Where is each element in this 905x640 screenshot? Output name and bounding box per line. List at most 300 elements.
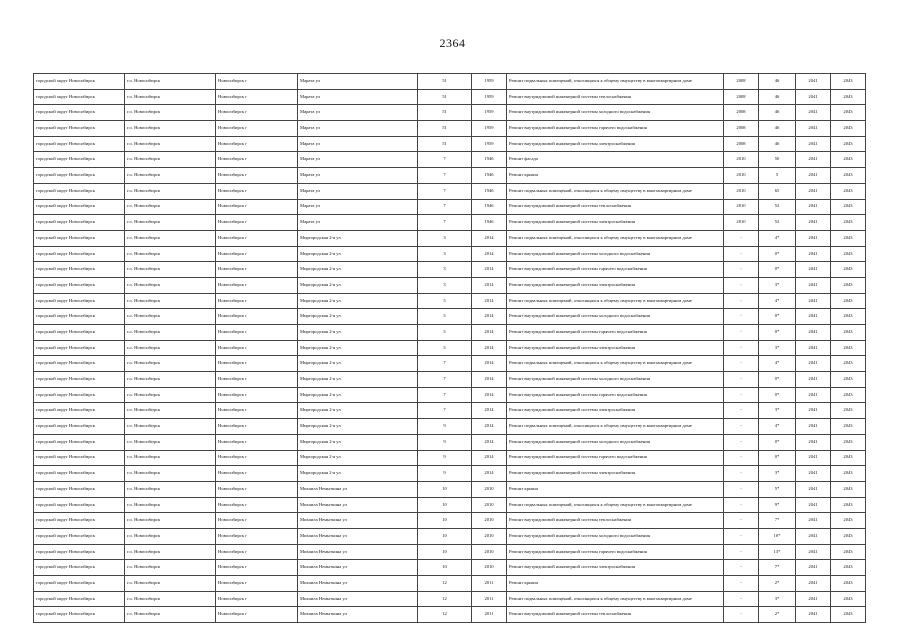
municipality-cell: городской округ Новосибирск [34,591,125,607]
municipality-cell: городской округ Новосибирск [34,387,125,403]
table-row [34,325,866,341]
last-repair-year-cell: - [724,277,759,293]
table-row [34,591,866,607]
house-number-cell: 51 [418,74,472,90]
last-repair-year-cell: - [724,544,759,560]
plan-start-cell: 2041 [796,497,831,513]
last-repair-year-cell: - [724,262,759,278]
street-cell: Михаила Немыткина ул [298,513,418,529]
work-type-cell: Ремонт внутридомовой инженерной системы теплоснабжения [507,89,724,105]
municipality-cell: городской округ Новосибирск [34,199,125,215]
wear-cell: 46 [759,89,796,105]
house-number-cell: 7 [418,403,472,419]
district-cell: г.о. Новосибирск [125,403,216,419]
wear-cell: 4* [759,230,796,246]
work-type-cell: Ремонт внутридомовой инженерной системы горячего водоснабжения [507,387,724,403]
work-type-cell: Ремонт внутридомовой инженерной системы горячего водоснабжения [507,450,724,466]
house-number-cell: 51 [418,136,472,152]
house-number-cell: 9 [418,466,472,482]
district-cell: г.о. Новосибирск [125,136,216,152]
work-type-cell: Ремонт подвальных помещений, относящихся к общему имуществу в многоквартирном доме [507,74,724,90]
street-cell: Михаила Немыткина ул [298,544,418,560]
district-cell: г.о. Новосибирск [125,199,216,215]
work-type-cell: Ремонт внутридомовой инженерной системы горячего водоснабжения [507,121,724,137]
build-year-cell: 2014 [472,419,507,435]
plan-end-cell: 2043 [831,591,866,607]
city-cell: Новосибирск г [216,372,298,388]
wear-cell: 4* [759,419,796,435]
table-row [34,513,866,529]
work-type-cell: Ремонт подвальных помещений, относящихся к общему имуществу в многоквартирном доме [507,419,724,435]
house-number-cell: 12 [418,607,472,623]
city-cell: Новосибирск г [216,89,298,105]
last-repair-year-cell: - [724,293,759,309]
last-repair-year-cell: 2010 [724,199,759,215]
work-type-cell: Ремонт внутридомовой инженерной системы холодного водоснабжения [507,434,724,450]
build-year-cell: 2011 [472,576,507,592]
table-row [34,387,866,403]
district-cell: г.о. Новосибирск [125,481,216,497]
build-year-cell: 2014 [472,372,507,388]
table-row [34,246,866,262]
house-number-cell: 7 [418,215,472,231]
street-cell: Марата ул [298,152,418,168]
district-cell: г.о. Новосибирск [125,246,216,262]
work-type-cell: Ремонт крыши [507,168,724,184]
house-number-cell: 51 [418,105,472,121]
city-cell: Новосибирск г [216,199,298,215]
city-cell: Новосибирск г [216,544,298,560]
table-row [34,419,866,435]
work-type-cell: Ремонт внутридомовой инженерной системы теплоснабжения [507,607,724,623]
street-cell: Миргородская 2-я ул [298,403,418,419]
build-year-cell: 2014 [472,450,507,466]
street-cell: Марата ул [298,136,418,152]
city-cell: Новосибирск г [216,591,298,607]
table-row [34,544,866,560]
district-cell: г.о. Новосибирск [125,168,216,184]
build-year-cell: 1959 [472,136,507,152]
district-cell: г.о. Новосибирск [125,591,216,607]
street-cell: Михаила Немыткина ул [298,560,418,576]
house-number-cell: 10 [418,544,472,560]
build-year-cell: 1959 [472,74,507,90]
district-cell: г.о. Новосибирск [125,183,216,199]
plan-start-cell: 2041 [796,372,831,388]
house-number-cell: 12 [418,576,472,592]
build-year-cell: 2014 [472,230,507,246]
build-year-cell: 2010 [472,560,507,576]
district-cell: г.о. Новосибирск [125,340,216,356]
house-number-cell: 7 [418,387,472,403]
municipality-cell: городской округ Новосибирск [34,246,125,262]
district-cell: г.о. Новосибирск [125,105,216,121]
plan-end-cell: 2043 [831,450,866,466]
table-row [34,277,866,293]
plan-start-cell: 2041 [796,293,831,309]
municipality-cell: городской округ Новосибирск [34,105,125,121]
table-row [34,497,866,513]
street-cell: Миргородская 2-я ул [298,356,418,372]
plan-end-cell: 2043 [831,262,866,278]
table-row [34,215,866,231]
house-number-cell: 9 [418,450,472,466]
build-year-cell: 2010 [472,481,507,497]
table-row [34,121,866,137]
table-row [34,230,866,246]
house-number-cell: 10 [418,481,472,497]
work-type-cell: Ремонт внутридомовой инженерной системы теплоснабжения [507,199,724,215]
city-cell: Новосибирск г [216,560,298,576]
wear-cell: 52 [759,199,796,215]
house-number-cell: 51 [418,89,472,105]
municipality-cell: городской округ Новосибирск [34,434,125,450]
plan-end-cell: 2043 [831,481,866,497]
municipality-cell: городской округ Новосибирск [34,183,125,199]
work-type-cell: Ремонт внутридомовой инженерной системы электроснабжения [507,466,724,482]
district-cell: г.о. Новосибирск [125,89,216,105]
plan-end-cell: 2043 [831,89,866,105]
wear-cell: 0* [759,246,796,262]
municipality-cell: городской округ Новосибирск [34,230,125,246]
last-repair-year-cell: - [724,419,759,435]
table-row [34,434,866,450]
last-repair-year-cell: - [724,560,759,576]
last-repair-year-cell: - [724,497,759,513]
wear-cell: 3* [759,466,796,482]
work-type-cell: Ремонт подвальных помещений, относящихся к общему имуществу в многоквартирном доме [507,497,724,513]
work-type-cell: Ремонт внутридомовой инженерной системы горячего водоснабжения [507,262,724,278]
house-number-cell: 10 [418,528,472,544]
plan-end-cell: 2043 [831,325,866,341]
plan-start-cell: 2041 [796,387,831,403]
build-year-cell: 1946 [472,215,507,231]
city-cell: Новосибирск г [216,497,298,513]
street-cell: Михаила Немыткина ул [298,607,418,623]
municipality-cell: городской округ Новосибирск [34,152,125,168]
last-repair-year-cell: 2010 [724,168,759,184]
plan-start-cell: 2041 [796,340,831,356]
municipality-cell: городской округ Новосибирск [34,309,125,325]
plan-end-cell: 2043 [831,497,866,513]
plan-end-cell: 2043 [831,528,866,544]
city-cell: Новосибирск г [216,419,298,435]
city-cell: Новосибирск г [216,481,298,497]
last-repair-year-cell: - [724,403,759,419]
plan-start-cell: 2041 [796,591,831,607]
build-year-cell: 1946 [472,199,507,215]
wear-cell: 7* [759,560,796,576]
build-year-cell: 2014 [472,403,507,419]
municipality-cell: городской округ Новосибирск [34,403,125,419]
city-cell: Новосибирск г [216,293,298,309]
plan-start-cell: 2041 [796,152,831,168]
house-number-cell: 10 [418,497,472,513]
street-cell: Марата ул [298,105,418,121]
build-year-cell: 2014 [472,434,507,450]
wear-cell: 50 [759,152,796,168]
table-row [34,309,866,325]
table-row [34,168,866,184]
house-number-cell: 9 [418,419,472,435]
district-cell: г.о. Новосибирск [125,277,216,293]
street-cell: Марата ул [298,183,418,199]
municipality-cell: городской округ Новосибирск [34,497,125,513]
build-year-cell: 2010 [472,528,507,544]
city-cell: Новосибирск г [216,230,298,246]
city-cell: Новосибирск г [216,576,298,592]
build-year-cell: 1946 [472,168,507,184]
city-cell: Новосибирск г [216,340,298,356]
plan-start-cell: 2041 [796,403,831,419]
plan-start-cell: 2041 [796,528,831,544]
plan-start-cell: 2041 [796,74,831,90]
table-row [34,74,866,90]
table-row [34,293,866,309]
street-cell: Миргородская 2-я ул [298,450,418,466]
plan-start-cell: 2041 [796,183,831,199]
plan-end-cell: 2043 [831,215,866,231]
street-cell: Марата ул [298,74,418,90]
wear-cell: 0* [759,309,796,325]
city-cell: Новосибирск г [216,262,298,278]
build-year-cell: 2014 [472,293,507,309]
wear-cell: 0* [759,262,796,278]
work-type-cell: Ремонт внутридомовой инженерной системы электроснабжения [507,340,724,356]
municipality-cell: городской округ Новосибирск [34,528,125,544]
city-cell: Новосибирск г [216,246,298,262]
plan-start-cell: 2041 [796,419,831,435]
district-cell: г.о. Новосибирск [125,497,216,513]
build-year-cell: 2014 [472,246,507,262]
table-row [34,607,866,623]
last-repair-year-cell: 2008 [724,121,759,137]
build-year-cell: 2011 [472,591,507,607]
table-row [34,183,866,199]
repair-schedule-table [33,73,866,623]
street-cell: Марата ул [298,168,418,184]
last-repair-year-cell: - [724,466,759,482]
plan-end-cell: 2043 [831,544,866,560]
plan-end-cell: 2043 [831,356,866,372]
house-number-cell: 10 [418,560,472,576]
municipality-cell: городской округ Новосибирск [34,215,125,231]
work-type-cell: Ремонт внутридомовой инженерной системы электроснабжения [507,215,724,231]
city-cell: Новосибирск г [216,356,298,372]
municipality-cell: городской округ Новосибирск [34,576,125,592]
plan-start-cell: 2041 [796,450,831,466]
wear-cell: 0* [759,450,796,466]
city-cell: Новосибирск г [216,513,298,529]
work-type-cell: Ремонт подвальных помещений, относящихся к общему имуществу в многоквартирном доме [507,356,724,372]
plan-end-cell: 2043 [831,576,866,592]
work-type-cell: Ремонт крыши [507,576,724,592]
house-number-cell: 3 [418,262,472,278]
street-cell: Миргородская 2-я ул [298,372,418,388]
plan-start-cell: 2041 [796,560,831,576]
work-type-cell: Ремонт внутридомовой инженерной системы электроснабжения [507,403,724,419]
plan-start-cell: 2041 [796,262,831,278]
work-type-cell: Ремонт внутридомовой инженерной системы горячего водоснабжения [507,325,724,341]
district-cell: г.о. Новосибирск [125,576,216,592]
street-cell: Миргородская 2-я ул [298,434,418,450]
plan-start-cell: 2041 [796,168,831,184]
house-number-cell: 5 [418,309,472,325]
page-number: 2364 [439,36,466,50]
build-year-cell: 1959 [472,121,507,137]
table-row [34,560,866,576]
city-cell: Новосибирск г [216,434,298,450]
city-cell: Новосибирск г [216,152,298,168]
street-cell: Михаила Немыткина ул [298,576,418,592]
district-cell: г.о. Новосибирск [125,513,216,529]
wear-cell: 0* [759,434,796,450]
city-cell: Новосибирск г [216,309,298,325]
district-cell: г.о. Новосибирск [125,450,216,466]
city-cell: Новосибирск г [216,528,298,544]
street-cell: Миргородская 2-я ул [298,246,418,262]
house-number-cell: 7 [418,168,472,184]
last-repair-year-cell: 2008 [724,105,759,121]
house-number-cell: 7 [418,183,472,199]
plan-start-cell: 2041 [796,544,831,560]
work-type-cell: Ремонт подвальных помещений, относящихся к общему имуществу в многоквартирном доме [507,230,724,246]
build-year-cell: 2010 [472,544,507,560]
build-year-cell: 2014 [472,340,507,356]
last-repair-year-cell: - [724,356,759,372]
city-cell: Новосибирск г [216,74,298,90]
table-row [34,199,866,215]
work-type-cell: Ремонт внутридомовой инженерной системы холодного водоснабжения [507,528,724,544]
municipality-cell: городской округ Новосибирск [34,450,125,466]
plan-end-cell: 2043 [831,121,866,137]
district-cell: г.о. Новосибирск [125,419,216,435]
house-number-cell: 3 [418,246,472,262]
street-cell: Миргородская 2-я ул [298,262,418,278]
wear-cell: 2* [759,607,796,623]
plan-end-cell: 2043 [831,230,866,246]
plan-start-cell: 2041 [796,121,831,137]
work-type-cell: Ремонт внутридомовой инженерной системы теплоснабжения [507,513,724,529]
municipality-cell: городской округ Новосибирск [34,481,125,497]
municipality-cell: городской округ Новосибирск [34,89,125,105]
street-cell: Михаила Немыткина ул [298,528,418,544]
municipality-cell: городской округ Новосибирск [34,262,125,278]
plan-end-cell: 2043 [831,466,866,482]
build-year-cell: 2014 [472,356,507,372]
last-repair-year-cell: - [724,450,759,466]
street-cell: Миргородская 2-я ул [298,325,418,341]
work-type-cell: Ремонт внутридомовой инженерной системы холодного водоснабжения [507,246,724,262]
district-cell: г.о. Новосибирск [125,152,216,168]
wear-cell: 0* [759,372,796,388]
plan-start-cell: 2041 [796,199,831,215]
build-year-cell: 1946 [472,152,507,168]
wear-cell: 0* [759,387,796,403]
plan-end-cell: 2043 [831,560,866,576]
wear-cell: 10* [759,528,796,544]
municipality-cell: городской округ Новосибирск [34,325,125,341]
street-cell: Миргородская 2-я ул [298,277,418,293]
municipality-cell: городской округ Новосибирск [34,560,125,576]
municipality-cell: городской округ Новосибирск [34,356,125,372]
wear-cell: 46 [759,136,796,152]
plan-end-cell: 2043 [831,434,866,450]
municipality-cell: городской округ Новосибирск [34,74,125,90]
district-cell: г.о. Новосибирск [125,309,216,325]
plan-end-cell: 2043 [831,309,866,325]
work-type-cell: Ремонт внутридомовой инженерной системы горячего водоснабжения [507,544,724,560]
work-type-cell: Ремонт подвальных помещений, относящихся к общему имуществу в многоквартирном доме [507,183,724,199]
last-repair-year-cell: - [724,607,759,623]
last-repair-year-cell: - [724,309,759,325]
house-number-cell: 51 [418,121,472,137]
house-number-cell: 7 [418,356,472,372]
plan-start-cell: 2041 [796,481,831,497]
district-cell: г.о. Новосибирск [125,325,216,341]
wear-cell: 5 [759,168,796,184]
street-cell: Марата ул [298,199,418,215]
district-cell: г.о. Новосибирск [125,434,216,450]
plan-end-cell: 2043 [831,136,866,152]
wear-cell: 46 [759,105,796,121]
municipality-cell: городской округ Новосибирск [34,466,125,482]
last-repair-year-cell: - [724,372,759,388]
build-year-cell: 2014 [472,309,507,325]
last-repair-year-cell: 2010 [724,215,759,231]
plan-end-cell: 2043 [831,513,866,529]
table-row [34,576,866,592]
city-cell: Новосибирск г [216,168,298,184]
plan-start-cell: 2041 [796,105,831,121]
last-repair-year-cell: - [724,387,759,403]
city-cell: Новосибирск г [216,450,298,466]
house-number-cell: 9 [418,434,472,450]
work-type-cell: Ремонт крыши [507,481,724,497]
municipality-cell: городской округ Новосибирск [34,136,125,152]
plan-end-cell: 2043 [831,607,866,623]
wear-cell: 3* [759,277,796,293]
last-repair-year-cell: - [724,230,759,246]
city-cell: Новосибирск г [216,466,298,482]
district-cell: г.о. Новосибирск [125,262,216,278]
wear-cell: 4* [759,293,796,309]
wear-cell: 46 [759,74,796,90]
district-cell: г.о. Новосибирск [125,372,216,388]
plan-start-cell: 2041 [796,230,831,246]
plan-end-cell: 2043 [831,419,866,435]
table-row [34,262,866,278]
build-year-cell: 1946 [472,183,507,199]
house-number-cell: 10 [418,513,472,529]
work-type-cell: Ремонт подвальных помещений, относящихся к общему имуществу в многоквартирном доме [507,293,724,309]
district-cell: г.о. Новосибирск [125,74,216,90]
street-cell: Миргородская 2-я ул [298,309,418,325]
plan-start-cell: 2041 [796,277,831,293]
house-number-cell: 3 [418,230,472,246]
last-repair-year-cell: 2008 [724,89,759,105]
last-repair-year-cell: - [724,246,759,262]
plan-start-cell: 2041 [796,325,831,341]
last-repair-year-cell: 2010 [724,183,759,199]
street-cell: Миргородская 2-я ул [298,340,418,356]
build-year-cell: 2014 [472,387,507,403]
street-cell: Миргородская 2-я ул [298,230,418,246]
street-cell: Миргородская 2-я ул [298,466,418,482]
plan-end-cell: 2043 [831,152,866,168]
table-row [34,528,866,544]
wear-cell: 2* [759,576,796,592]
